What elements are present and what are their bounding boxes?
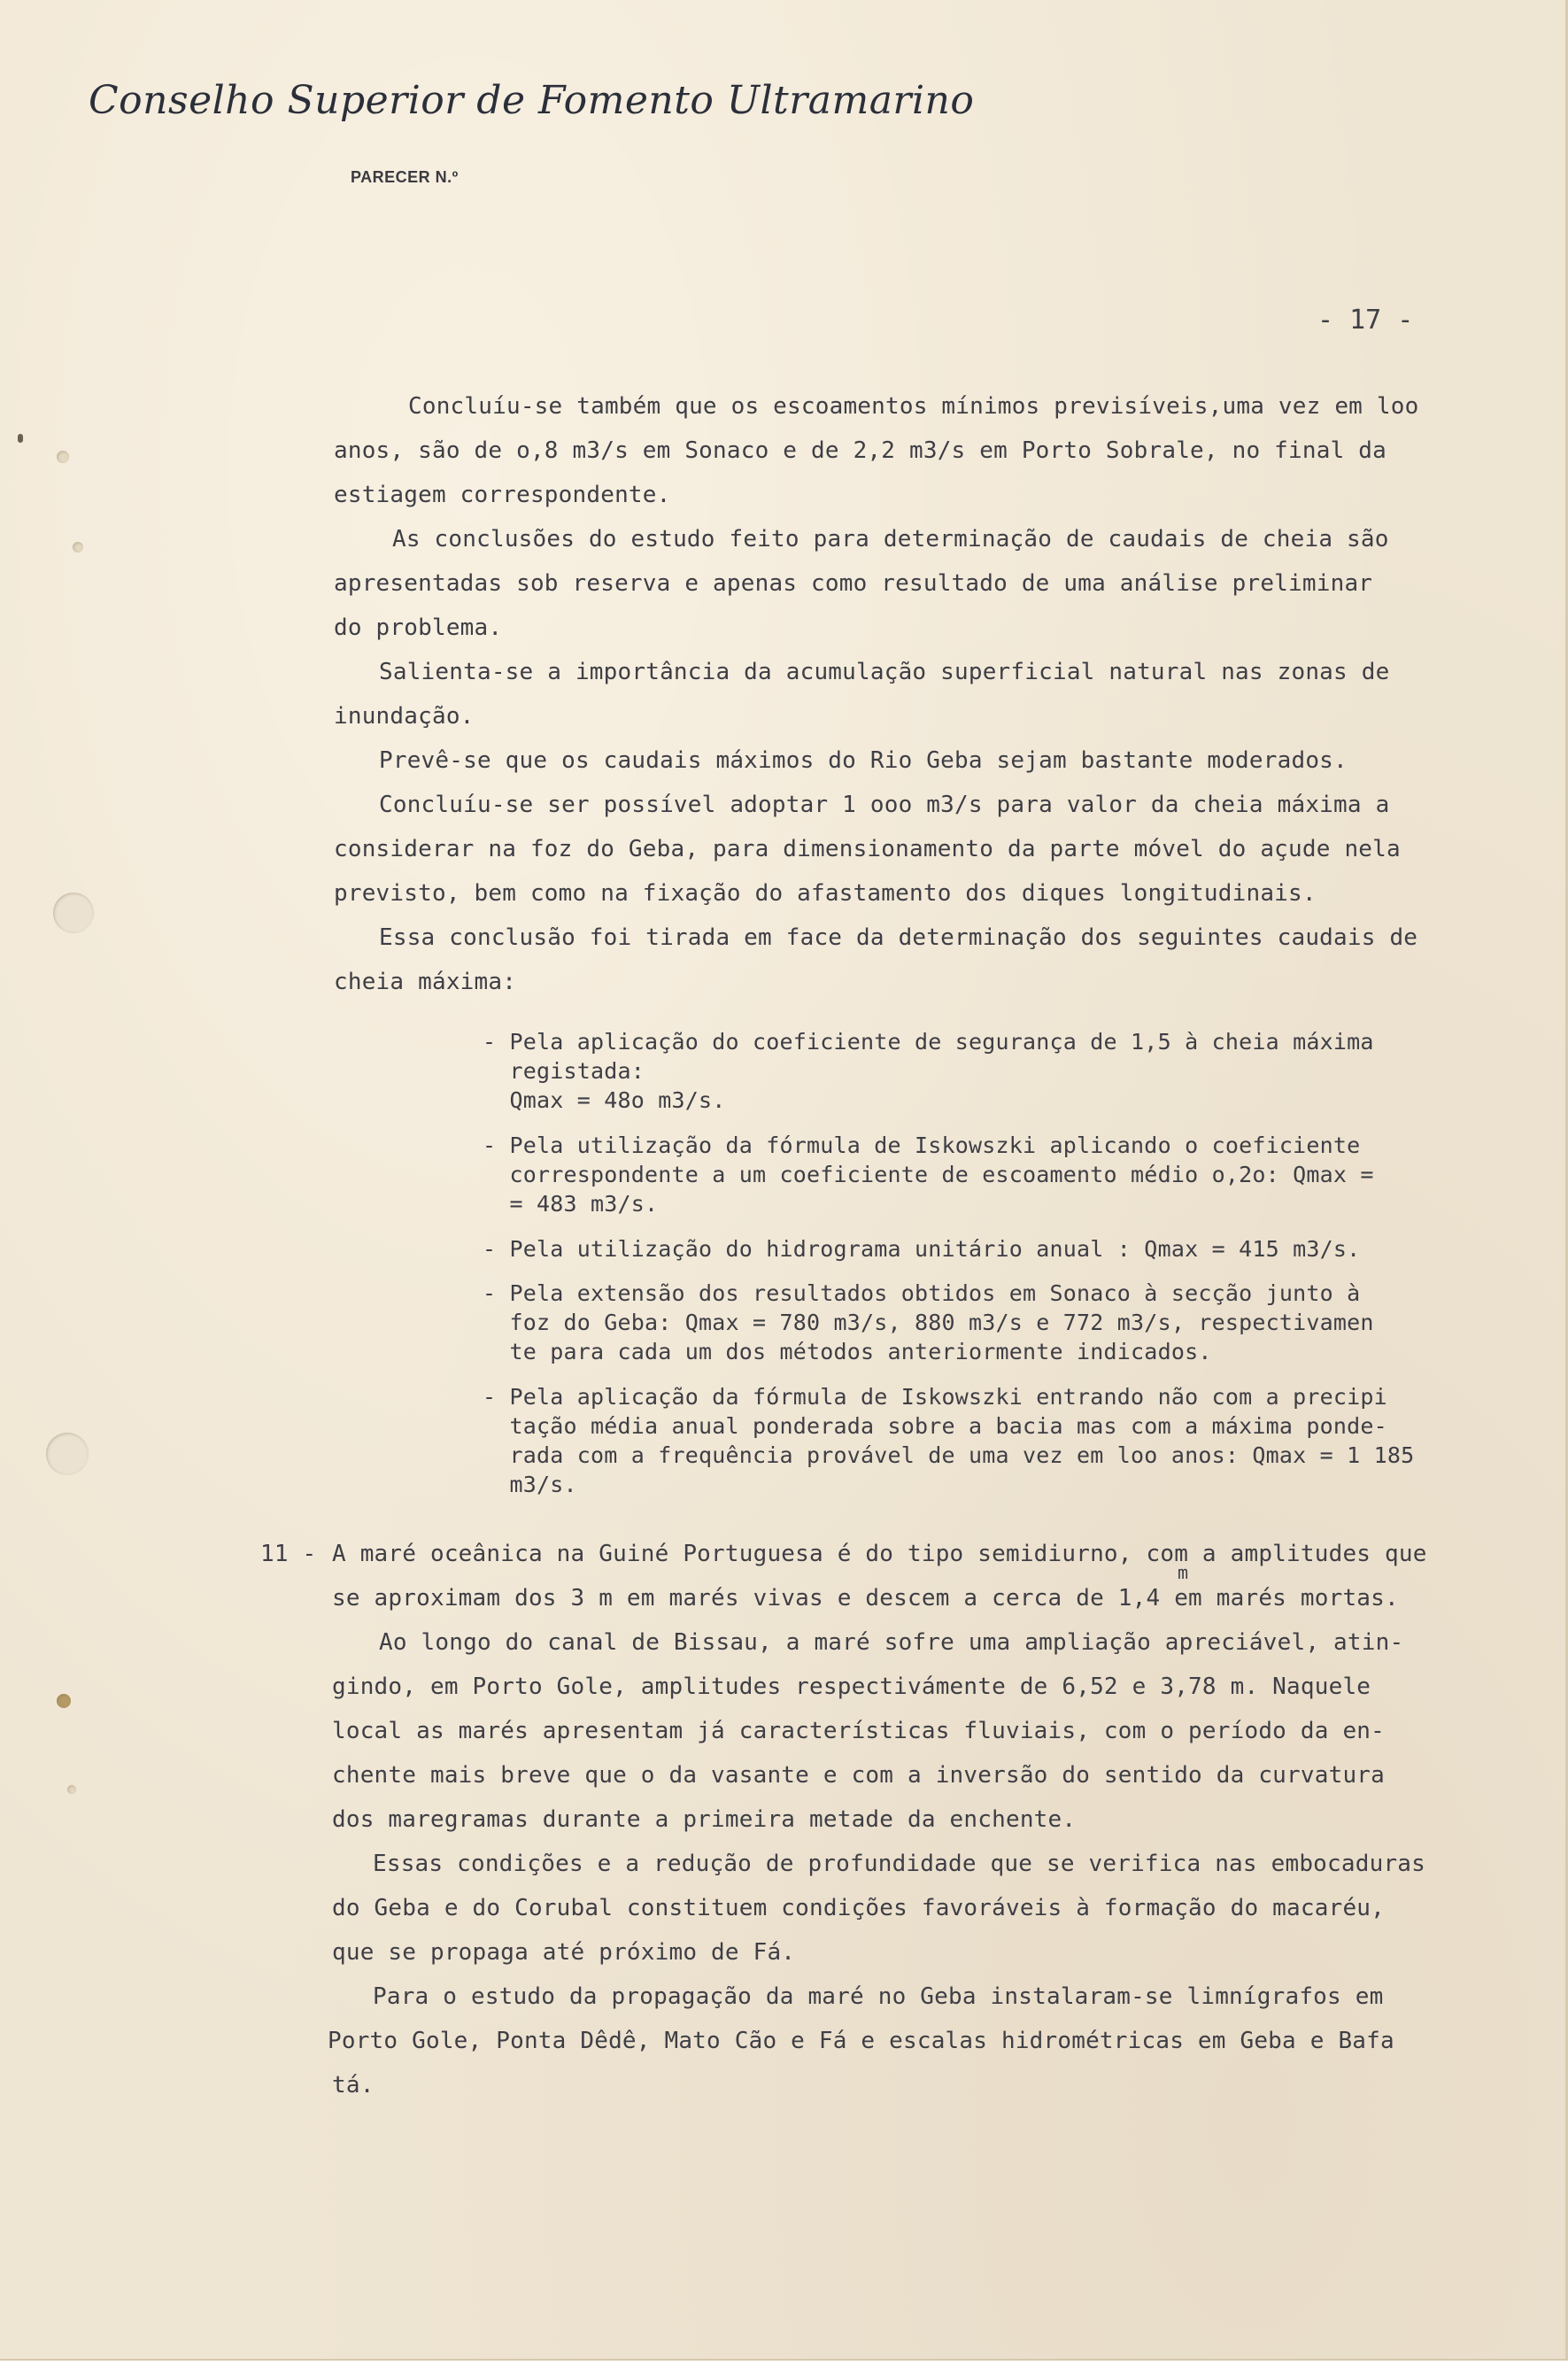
edge-mark bbox=[18, 434, 23, 443]
list-line-3: Qmax = 48o m3/s. bbox=[483, 1087, 726, 1113]
body-line-11: considerar na foz do Geba, para dimensionamento da parte móvel do açude nela bbox=[334, 836, 1401, 862]
body-line-14: cheia máxima: bbox=[334, 969, 517, 995]
section-11-line-10: que se propaga até próximo de Fá. bbox=[332, 1939, 796, 1966]
list-line-13: rada com a frequência provável de uma vez em loo anos: Qmax = 1 185 bbox=[483, 1442, 1415, 1468]
page-number: - 17 - bbox=[1317, 305, 1414, 336]
body-line-9: Prevê-se que os caudais máximos do Rio Geba sejam bastante moderados. bbox=[379, 747, 1348, 774]
list-line-5: correspondente a um coeficiente de escoamento médio o,2o: Qmax = bbox=[483, 1162, 1374, 1187]
punch-hole-bottom bbox=[67, 1785, 76, 1794]
list-line-4: - Pela utilização da fórmula de Iskowszki aplicando o coeficiente bbox=[483, 1132, 1361, 1158]
letterhead: Conselho Superior de Fomento Ultramarino bbox=[89, 78, 975, 123]
punch-hole-lower bbox=[46, 1433, 89, 1475]
list-line-12: tação média anual ponderada sobre a bacia mas com a máxima ponde- bbox=[483, 1413, 1387, 1439]
punch-hole-dark bbox=[57, 1694, 71, 1708]
body-line-8: inundação. bbox=[334, 703, 475, 730]
section-11-line-5: local as marés apresentam já características fluviais, com o período da en- bbox=[332, 1718, 1385, 1744]
parecer-label: PARECER N.º bbox=[351, 168, 459, 186]
list-line-1: - Pela aplicação do coeficiente de segurança de 1,5 à cheia máxima bbox=[483, 1029, 1374, 1055]
body-line-6: do problema. bbox=[334, 615, 503, 641]
list-line-2: registada: bbox=[483, 1058, 645, 1084]
body-line-7: Salienta-se a importância da acumulação superficial natural nas zonas de bbox=[379, 659, 1390, 685]
body-line-2: anos, são de o,8 m3/s em Sonaco e de 2,2 m3/s em Porto Sobrale, no final da bbox=[334, 437, 1386, 464]
punch-hole-top bbox=[57, 451, 69, 463]
list-line-11: - Pela aplicação da fórmula de Iskowszki entrando não com a precipi bbox=[483, 1384, 1387, 1410]
punch-hole-middle bbox=[53, 893, 94, 933]
section-11-line-1: A maré oceânica na Guiné Portuguesa é do tipo semidiurno, com a amplitudes que bbox=[332, 1541, 1427, 1567]
list-line-10: te para cada um dos métodos anteriormente indicados. bbox=[483, 1339, 1212, 1364]
list-line-9: foz do Geba: Qmax = 780 m3/s, 880 m3/s e 772 m3/s, respectivamen bbox=[483, 1310, 1374, 1335]
body-line-3: estiagem correspondente. bbox=[334, 482, 671, 508]
body-line-12: previsto, bem como na fixação do afastamento dos diques longitudinais. bbox=[334, 880, 1317, 907]
list-line-8: - Pela extensão dos resultados obtidos em Sonaco à secção junto à bbox=[483, 1280, 1361, 1306]
section-11-line-13: tá. bbox=[332, 2072, 375, 2099]
section-11-number: 11 - bbox=[260, 1541, 317, 1567]
punch-hole-upper bbox=[73, 542, 83, 553]
section-11-line-11: Para o estudo da propagação da maré no Geba instalaram-se limnígrafos em bbox=[373, 1983, 1384, 2010]
body-line-13: Essa conclusão foi tirada em face da determinação dos seguintes caudais de bbox=[379, 924, 1418, 951]
section-11-line-4: gindo, em Porto Gole, amplitudes respectivámente de 6,52 e 3,78 m. Naquele bbox=[332, 1673, 1371, 1700]
section-11-line-9: do Geba e do Corubal constituem condições favoráveis à formação do macaréu, bbox=[332, 1895, 1385, 1921]
section-11-line-12: Porto Gole, Ponta Dêdê, Mato Cão e Fá e escalas hidrométricas em Geba e Bafa bbox=[328, 2028, 1394, 2054]
list-line-7: - Pela utilização do hidrograma unitário anual : Qmax = 415 m3/s. bbox=[483, 1236, 1361, 1262]
body-line-5: apresentadas sob reserva e apenas como resultado de uma análise preliminar bbox=[334, 570, 1373, 597]
body-line-1: Concluíu-se também que os escoamentos mínimos previsíveis,uma vez em loo bbox=[408, 393, 1419, 420]
section-11-line-3: Ao longo do canal de Bissau, a maré sofre uma ampliação apreciável, atin- bbox=[379, 1629, 1404, 1656]
section-11-line-2: se aproximam dos 3 m em marés vivas e descem a cerca de 1,4 em marés mortas. bbox=[332, 1585, 1399, 1612]
body-line-4: As conclusões do estudo feito para determinação de caudais de cheia são bbox=[392, 526, 1389, 553]
section-11-superscript: m bbox=[1178, 1562, 1189, 1583]
section-11-line-8: Essas condições e a redução de profundidade que se verifica nas embocaduras bbox=[373, 1851, 1425, 1877]
body-line-10: Concluíu-se ser possível adoptar 1 ooo m3/s para valor da cheia máxima a bbox=[379, 792, 1390, 818]
section-11-line-6: chente mais breve que o da vasante e com a inversão do sentido da curvatura bbox=[332, 1762, 1385, 1789]
section-11-line-7: dos maregramas durante a primeira metade da enchente. bbox=[332, 1806, 1077, 1833]
list-line-14: m3/s. bbox=[483, 1472, 577, 1497]
list-line-6: = 483 m3/s. bbox=[483, 1191, 659, 1217]
